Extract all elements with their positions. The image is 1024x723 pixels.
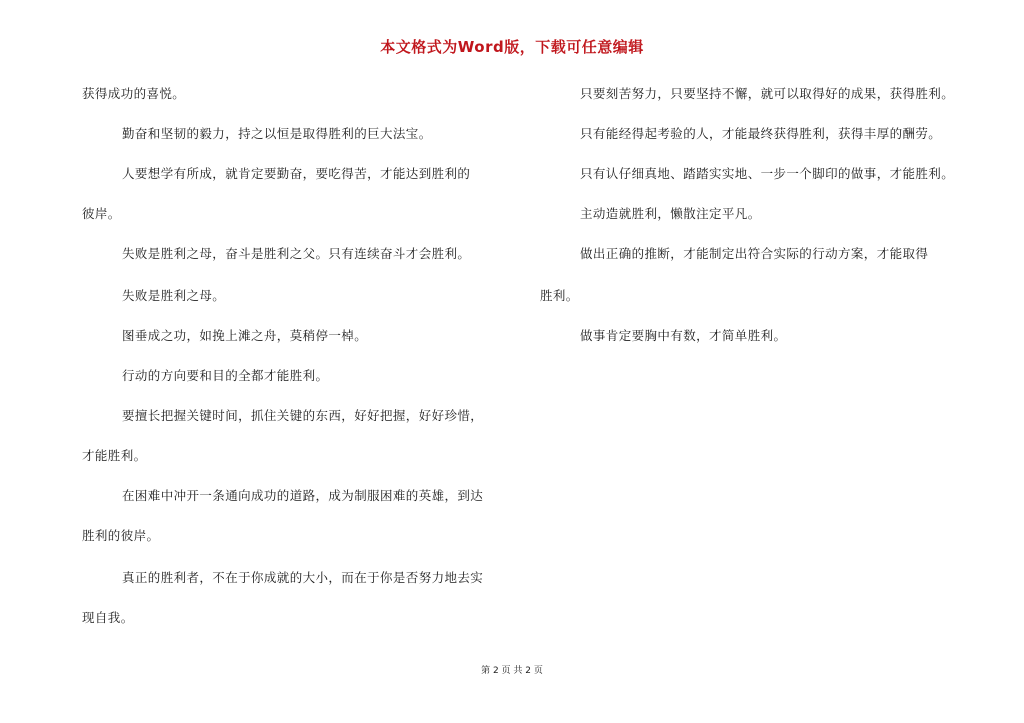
- text-line: 胜利的彼岸。: [82, 528, 160, 543]
- text-line: 真正的胜利者，不在于你成就的大小，而在于你是否努力地去实: [122, 570, 484, 585]
- text-line: 勤奋和坚韧的毅力，持之以恒是取得胜利的巨大法宝。: [122, 126, 432, 141]
- text-line: 只有认仔细真地、踏踏实实地、一步一个脚印的做事，才能胜利。: [580, 166, 955, 181]
- page-number: 第 2 页 共 2 页: [481, 666, 543, 676]
- text-line: 图垂成之功，如挽上滩之舟，莫稍停一棹。: [122, 328, 368, 343]
- text-line: 胜利。: [540, 288, 579, 303]
- text-line: 行动的方向要和目的全都才能胜利。: [122, 368, 329, 383]
- document-header-banner: 本文格式为Word版，下载可任意编辑: [380, 38, 644, 56]
- text-line: 彼岸。: [82, 206, 121, 221]
- text-line: 做出正确的推断，才能制定出符合实际的行动方案，才能取得: [580, 246, 929, 261]
- text-line: 获得成功的喜悦。: [82, 86, 186, 101]
- text-line: 才能胜利。: [82, 448, 147, 463]
- text-line: 在困难中冲开一条通向成功的道路，成为制服困难的英雄，到达: [122, 488, 484, 503]
- text-line: 失败是胜利之母，奋斗是胜利之父。只有连续奋斗才会胜利。: [122, 246, 471, 261]
- text-line: 只有能经得起考验的人，才能最终获得胜利，获得丰厚的酬劳。: [580, 126, 942, 141]
- text-line: 现自我。: [82, 610, 134, 625]
- text-line: 主动造就胜利，懒散注定平凡。: [580, 206, 761, 221]
- text-line: 做事肯定要胸中有数，才简单胜利。: [580, 328, 787, 343]
- text-line: 只要刻苦努力，只要坚持不懈，就可以取得好的成果，获得胜利。: [580, 86, 955, 101]
- text-line: 要擅长把握关键时间，抓住关键的东西，好好把握，好好珍惜，: [122, 408, 484, 423]
- text-line: 失败是胜利之母。: [122, 288, 226, 303]
- text-line: 人要想学有所成，就肯定要勤奋，要吃得苦，才能达到胜利的: [122, 166, 471, 181]
